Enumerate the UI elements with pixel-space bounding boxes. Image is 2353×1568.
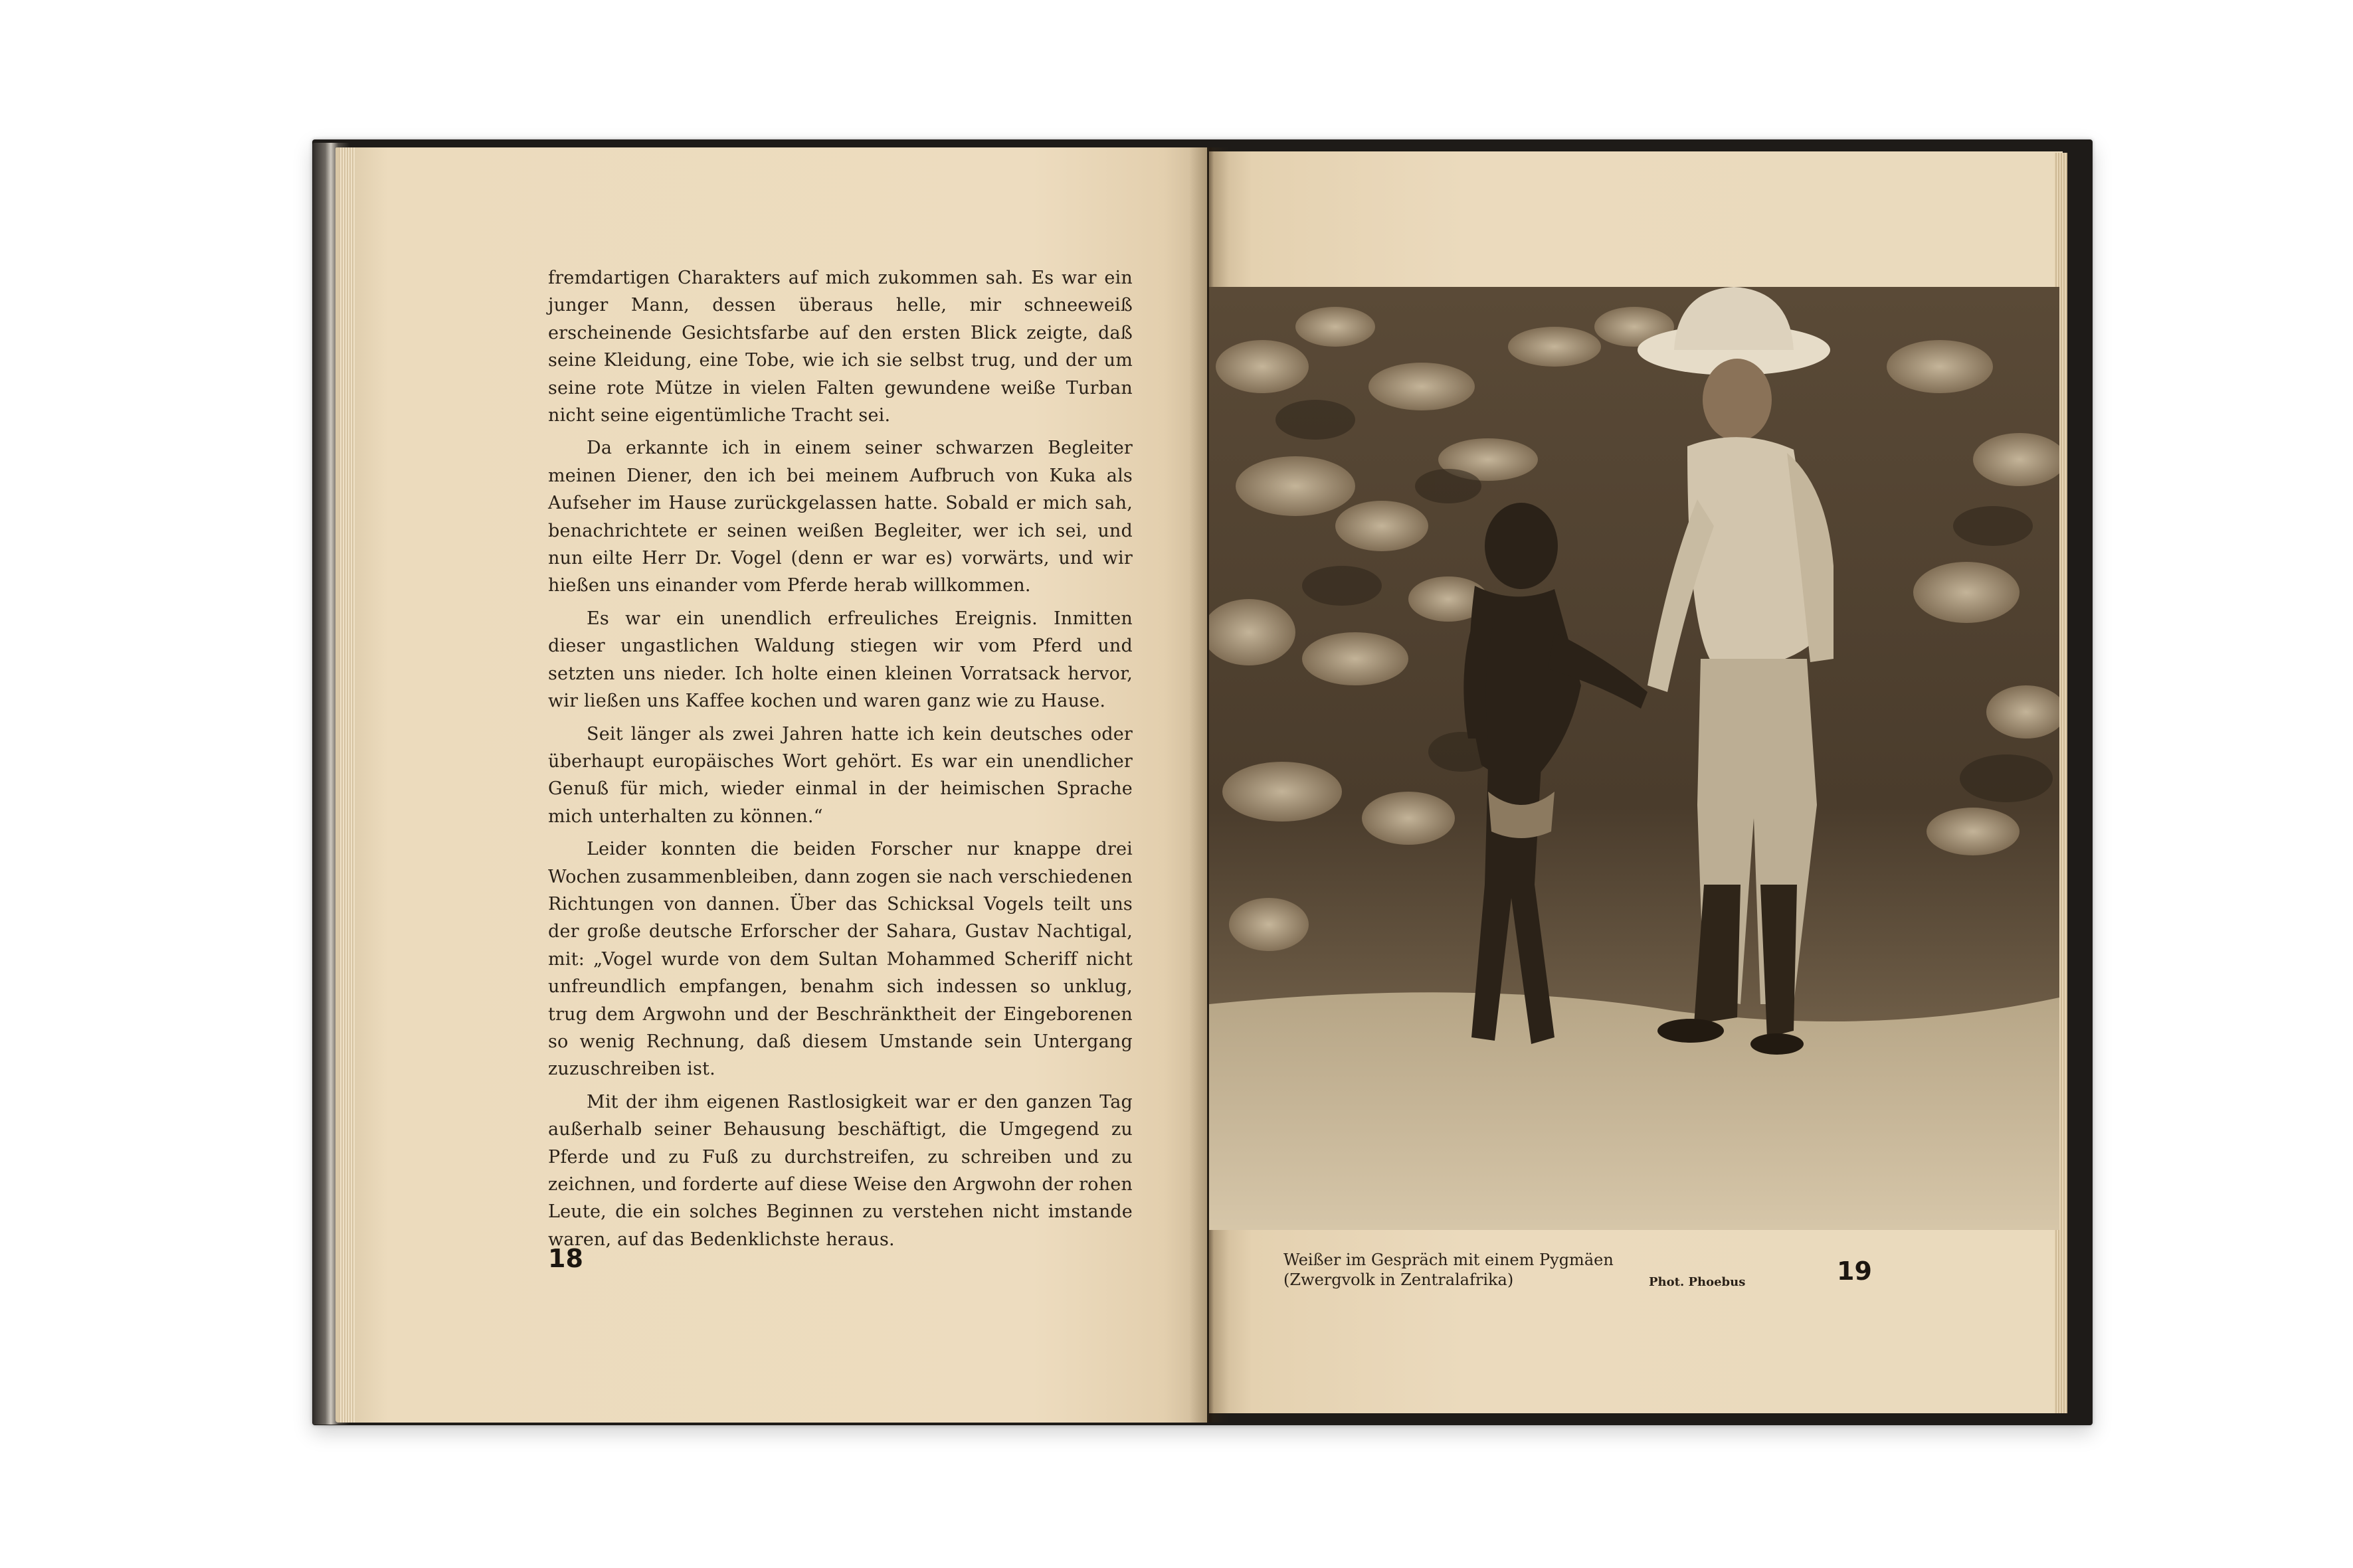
photo-caption	[1283, 1250, 1614, 1290]
sepia-photograph	[1209, 287, 2059, 1230]
paragraph-5: Leider konnten die beiden Forscher nur knappe drei Wochen zusammenbleiben, dann zogen sie nach verschiedenen Richtungen von dannen. Über das Schicksal Vogels teilt uns der große deutsche Erforscher der Sahara, Gustav Nachtigal, mit: „Vogel wurde von dem Sultan Mohammed Scheriff nicht unfreundlich empfangen, benahm sich indessen so unklug, trug dem Argwohn und der Beschränktheit der Eingeborenen so wenig Rechnung, daß diesem Umstande sein Untergang zuzuschreiben ist.	[548, 839, 1133, 1080]
page-number-right: 19	[1837, 1257, 1872, 1286]
paragraph-1: fremdartigen Charakters auf mich zukommen sah. Es war ein junger Mann, dessen überaus helle, mir schneeweiß erscheinende Gesichtsfarbe auf den ersten Blick zeigte, daß seine Kleidung, eine Tobe, wie ich sie selbst trug, und der um seine rote Mütze in vielen Falten gewundene weiße Turban nicht seine eigentümliche Tracht sei.	[548, 268, 1133, 426]
left-page-text	[548, 264, 1133, 1253]
paragraph-2: Da erkannte ich in einem seiner schwarzen Begleiter meinen Diener, den ich bei meinem Aufbruch von Kuka als Aufseher im Hause zurückgelassen hatte. Sobald er mich sah, benachrichtete er seinen weißen Begleiter, wer ich sei, und nun eilte Herr Dr. Vogel (denn er war es) vorwärts, und wir hießen uns einander vom Pferde herab willkommen.	[548, 438, 1133, 596]
paragraph-3: Es war ein unendlich erfreuliches Ereignis. Inmitten dieser ungastlichen Waldung stiegen wir vom Pferd und setzten uns nieder. Ich holte einen kleinen Vorratsack hervor, wir ließen uns Kaffee kochen und waren ganz wie zu Hause.	[548, 608, 1133, 712]
caption-line-1: Weißer im Gespräch mit einem Pygmäen	[1283, 1251, 1614, 1269]
page-number-left: 18	[548, 1244, 583, 1273]
paragraph-6: Mit der ihm eigenen Rastlosigkeit war er den ganzen Tag außerhalb seiner Behausung beschäftigt, die Umgegend zu Pferde und zu Fuß zu durchstreifen, zu schreiben und zu zeichnen, und forderte auf diese Weise den Argwohn der rohen Leute, die ein solches Beginnen zu verstehen nicht imstande waren, auf das Bedenklichste heraus.	[548, 1091, 1133, 1250]
left-page-edges	[339, 147, 355, 1423]
paragraph-4: Seit länger als zwei Jahren hatte ich kein deutsches oder überhaupt europäisches Wort gehört. Es war ein unendlicher Genuß für mich, wieder einmal in der heimischen Sprache mich unterhalten zu können.“	[548, 723, 1133, 827]
photo-credit: Phot. Phoebus	[1649, 1275, 1746, 1289]
caption-line-2: (Zwergvolk in Zentralafrika)	[1283, 1270, 1514, 1289]
photograph-plate	[1209, 287, 2059, 1230]
